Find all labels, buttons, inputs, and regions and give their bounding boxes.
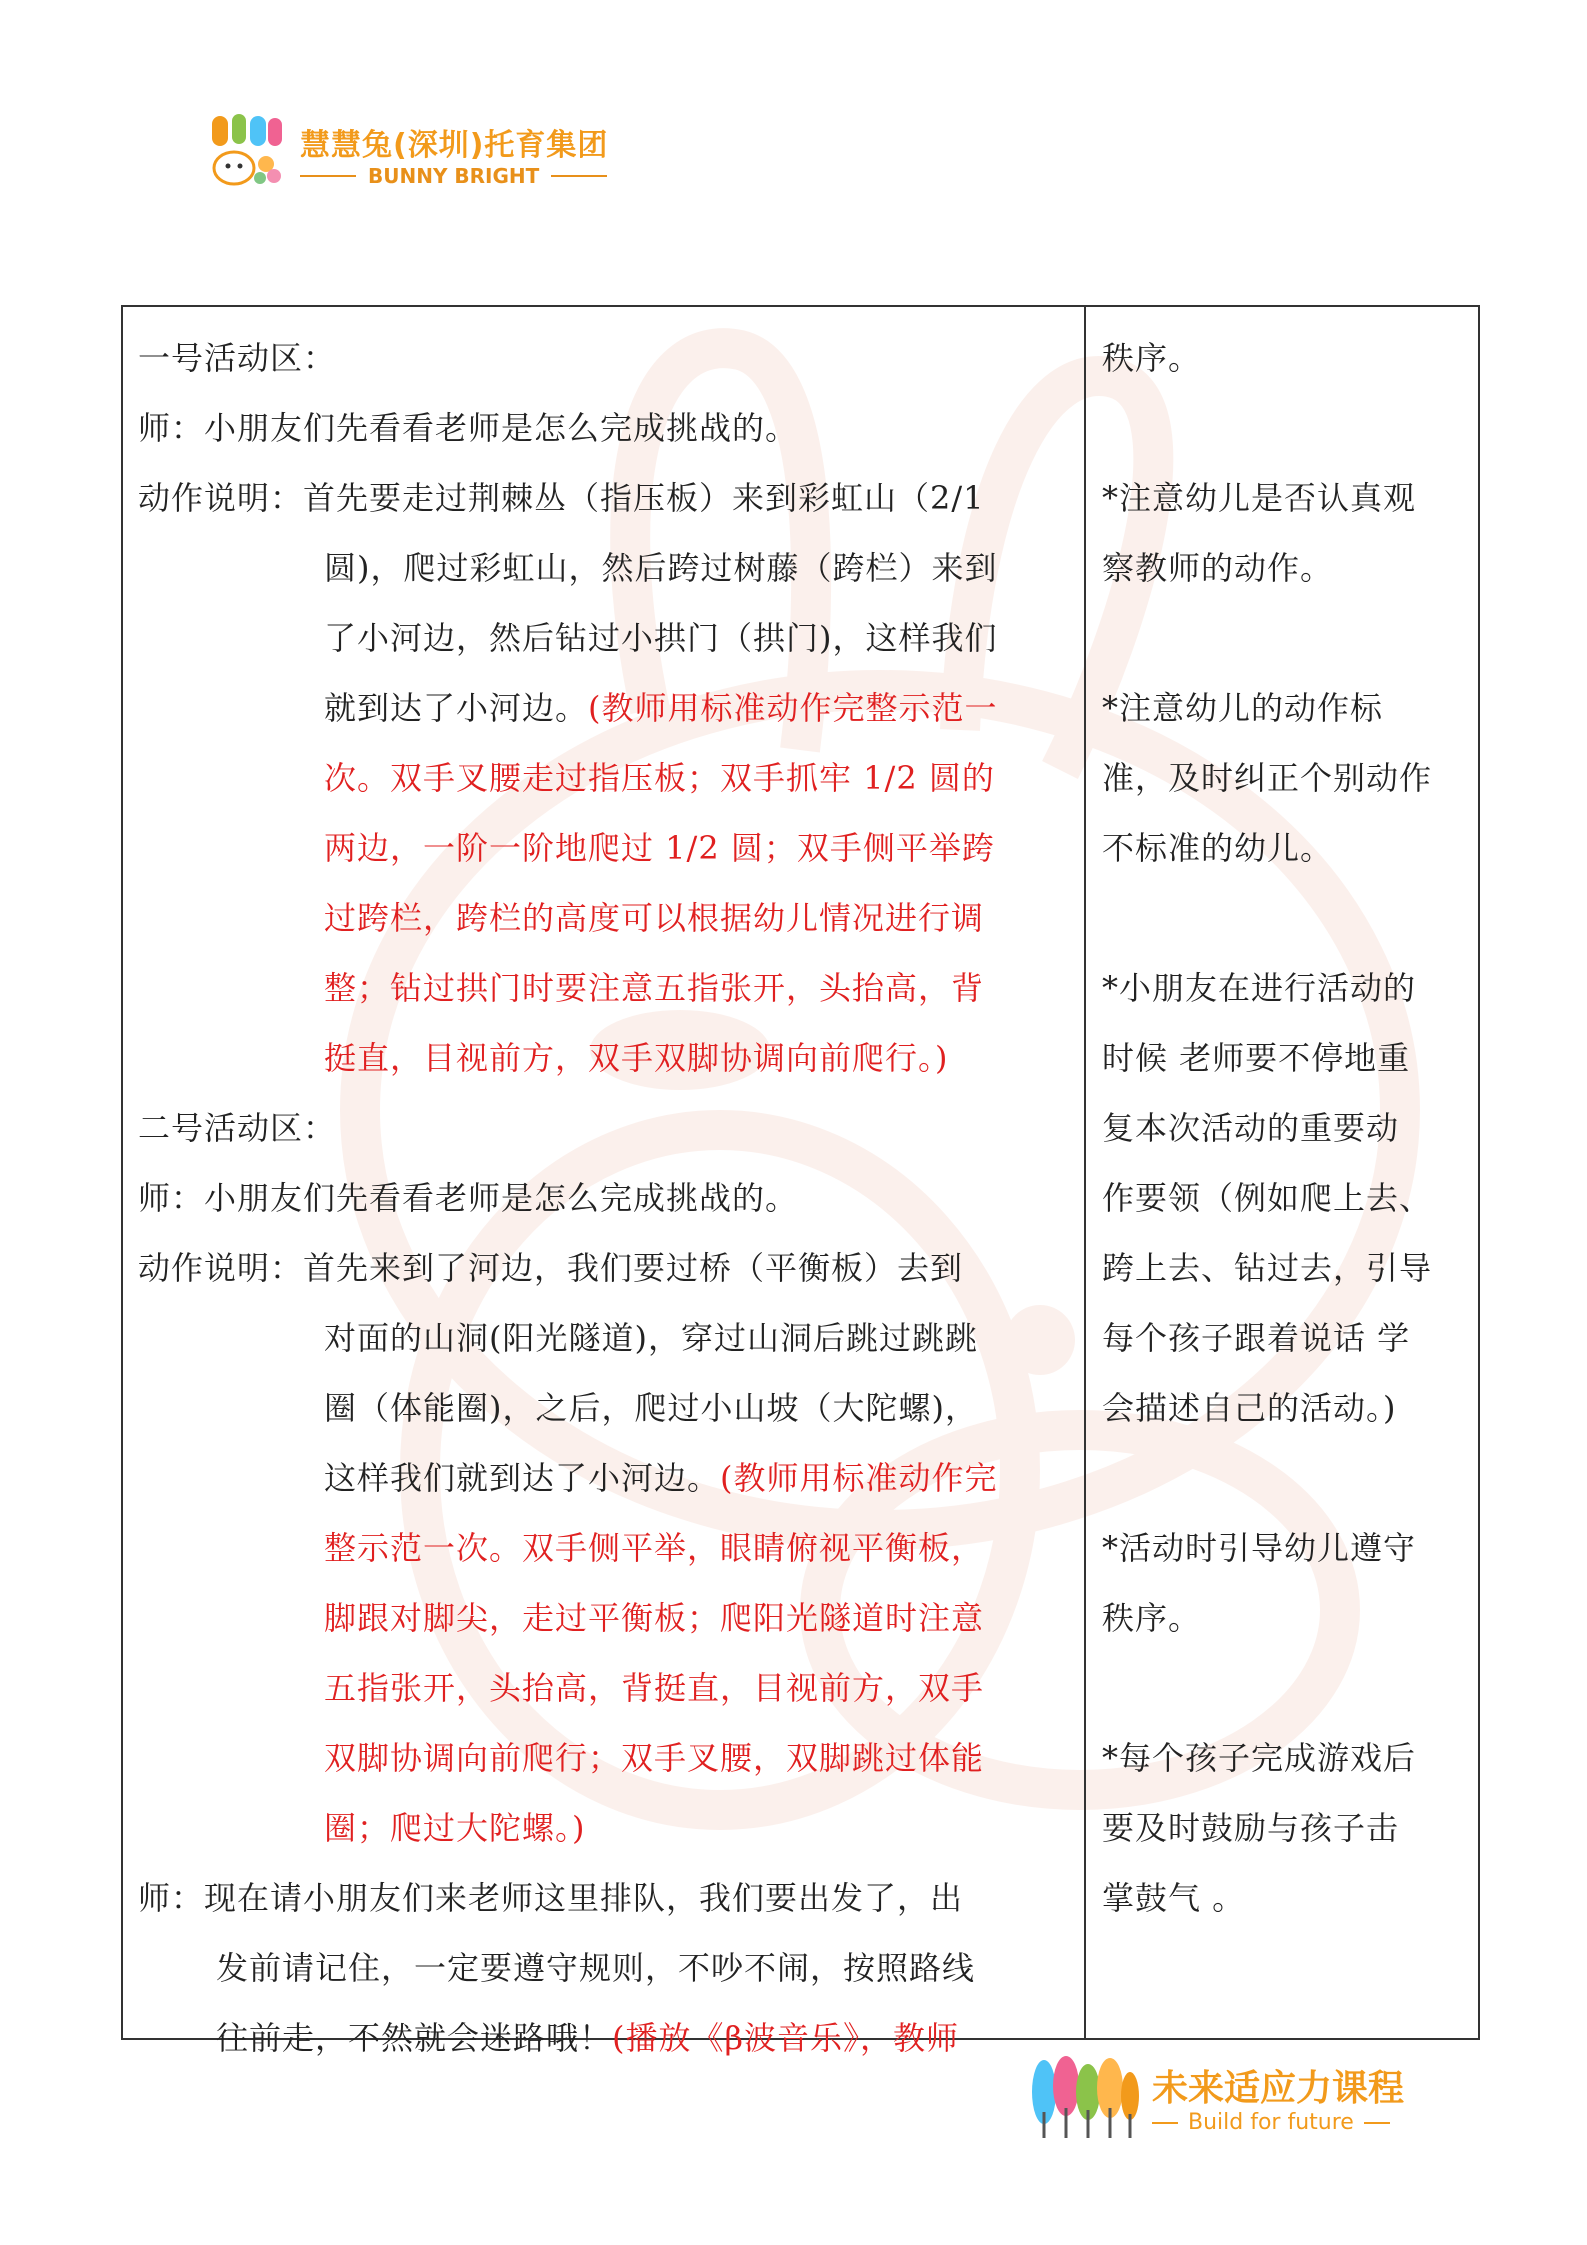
activity-line <box>138 1653 1073 1723</box>
activity-line <box>138 2003 1073 2073</box>
notes-line: 秩序。 <box>1102 1599 1202 1637</box>
activity-line <box>138 743 1073 813</box>
header-logo <box>208 112 628 192</box>
activity-line-text: 过跨栏，跨栏的高度可以根据幼儿情况进行调 <box>324 899 985 937</box>
divider-line <box>300 175 356 177</box>
divider-line <box>1364 2122 1390 2124</box>
activity-line-text: 对面的山洞(阳光隧道)，穿过山洞后跳过跳跳 <box>324 1319 978 1357</box>
notes-line: 会描述自己的活动。) <box>1102 1389 1397 1427</box>
activity-line <box>138 1793 1073 1863</box>
activity-line <box>138 1023 1073 1093</box>
notes-line: 察教师的动作。 <box>1102 549 1334 587</box>
activity-line-text: 次。双手叉腰走过指压板；双手抓牢 1/2 圆的 <box>324 759 995 797</box>
notes-line: 每个孩子跟着说话 学 <box>1102 1319 1411 1357</box>
activity-line <box>138 323 1073 393</box>
activity-line-text: 往前走，不然就会迷路哦！ <box>216 2019 613 2057</box>
notes-line: 要及时鼓励与孩子击 <box>1102 1809 1400 1847</box>
notes-spacer <box>1102 393 1472 463</box>
footer-logo <box>1030 2052 1450 2147</box>
notes-spacer <box>1102 1653 1472 1723</box>
activity-line-text: 发前请记住，一定要遵守规则，不吵不闹，按照路线 <box>216 1949 976 1987</box>
activity-line <box>138 1093 1073 1163</box>
activity-line-text: 圈（体能圈)，之后，爬过小山坡（大陀螺)， <box>324 1389 978 1427</box>
activity-line-text: 师：现在请小朋友们来老师这里排队，我们要出发了，出 <box>138 1879 964 1917</box>
activity-line-text: 脚跟对脚尖，走过平衡板；爬阳光隧道时注意 <box>324 1599 985 1637</box>
brand-name-en-text: BUNNY BRIGHT <box>368 164 540 188</box>
notes-spacer <box>1102 883 1472 953</box>
activity-line <box>138 1933 1073 2003</box>
column-divider <box>1084 305 1086 2040</box>
divider-line <box>1152 2122 1178 2124</box>
activity-line <box>138 1233 1073 1303</box>
brand-name-cn: 慧慧兔(深圳)托育集团 <box>300 128 609 163</box>
activity-line-text: 二号活动区： <box>138 1109 337 1147</box>
activity-line <box>138 393 1073 463</box>
activity-line-text: 圆)，爬过彩虹山，然后跨过树藤（跨栏）来到 <box>324 549 998 587</box>
activity-line-text: 五指张开，头抬高，背挺直，目视前方，双手 <box>324 1669 985 1707</box>
activity-line <box>138 673 1073 743</box>
activity-line <box>138 463 1073 533</box>
activity-line <box>138 813 1073 883</box>
activity-line-text: 两边，一阶一阶地爬过 1/2 圆；双手侧平举跨 <box>324 829 995 867</box>
notes-line: 作要领（例如爬上去、 <box>1102 1179 1433 1217</box>
activity-line-text: 动作说明：首先要走过荆棘丛（指压板）来到彩虹山（2/1 <box>138 479 985 517</box>
notes-line: *活动时引导幼儿遵守 <box>1102 1529 1417 1567</box>
trees-logo-icon <box>1030 2052 1140 2142</box>
activity-line <box>138 1723 1073 1793</box>
bunny-logo-icon <box>208 112 286 190</box>
activity-line-text: 一号活动区： <box>138 339 337 377</box>
activity-line <box>138 883 1073 953</box>
teacher-notes-column <box>1102 323 1472 1933</box>
activity-line <box>138 603 1073 673</box>
activity-line <box>138 1443 1073 1513</box>
notes-line: 准，及时纠正个别动作 <box>1102 759 1433 797</box>
activity-line <box>138 533 1073 603</box>
activity-line-text: 整；钻过拱门时要注意五指张开，头抬高，背 <box>324 969 985 1007</box>
activity-line <box>138 1303 1073 1373</box>
notes-line: *注意幼儿是否认真观 <box>1102 479 1417 517</box>
notes-line: 秩序。 <box>1102 339 1202 377</box>
divider-line <box>551 175 607 177</box>
activity-line-red-text: (教师用标准动作完整示范一 <box>588 689 998 727</box>
notes-line: 时候 老师要不停地重 <box>1102 1039 1411 1077</box>
activity-line-text: 了小河边，然后钻过小拱门（拱门)，这样我们 <box>324 619 998 657</box>
activity-line <box>138 1863 1073 1933</box>
activity-line-text: 就到达了小河边。 <box>324 689 589 727</box>
activity-line-text: 师：小朋友们先看看老师是怎么完成挑战的。 <box>138 1179 799 1217</box>
notes-spacer <box>1102 1443 1472 1513</box>
activity-line-text: 这样我们就到达了小河边。 <box>324 1459 721 1497</box>
course-name-en-text: Build for future <box>1188 2110 1354 2135</box>
activity-line-red-text: (播放《β波音乐》，教师 <box>612 2019 960 2057</box>
notes-line: 复本次活动的重要动 <box>1102 1109 1400 1147</box>
activity-line <box>138 953 1073 1023</box>
activity-line <box>138 1513 1073 1583</box>
activity-line <box>138 1163 1073 1233</box>
activity-line-text: 整示范一次。双手侧平举，眼睛俯视平衡板， <box>324 1529 985 1567</box>
notes-line: 掌鼓气 。 <box>1102 1879 1246 1917</box>
notes-line: *每个孩子完成游戏后 <box>1102 1739 1417 1777</box>
notes-line: 不标准的幼儿。 <box>1102 829 1334 867</box>
activity-line-text: 动作说明：首先来到了河边，我们要过桥（平衡板）去到 <box>138 1249 964 1287</box>
notes-line: 跨上去、钻过去，引导 <box>1102 1249 1433 1287</box>
brand-name-en <box>300 164 619 188</box>
activity-line-text: 师：小朋友们先看看老师是怎么完成挑战的。 <box>138 409 799 447</box>
activity-line-text: 双脚协调向前爬行；双手叉腰，双脚跳过体能 <box>324 1739 985 1777</box>
notes-spacer <box>1102 603 1472 673</box>
activity-line-red-text: (教师用标准动作完 <box>720 1459 998 1497</box>
notes-line: *注意幼儿的动作标 <box>1102 689 1384 727</box>
activity-line-text: 挺直，目视前方，双手双脚协调向前爬行。) <box>324 1039 949 1077</box>
course-name-cn: 未来适应力课程 <box>1152 2068 1405 2109</box>
activity-description-column <box>138 323 1073 2073</box>
activity-line <box>138 1373 1073 1443</box>
notes-line: *小朋友在进行活动的 <box>1102 969 1417 1007</box>
activity-line <box>138 1583 1073 1653</box>
activity-line-text: 圈；爬过大陀螺。) <box>324 1809 586 1847</box>
course-name-en <box>1152 2110 1400 2135</box>
